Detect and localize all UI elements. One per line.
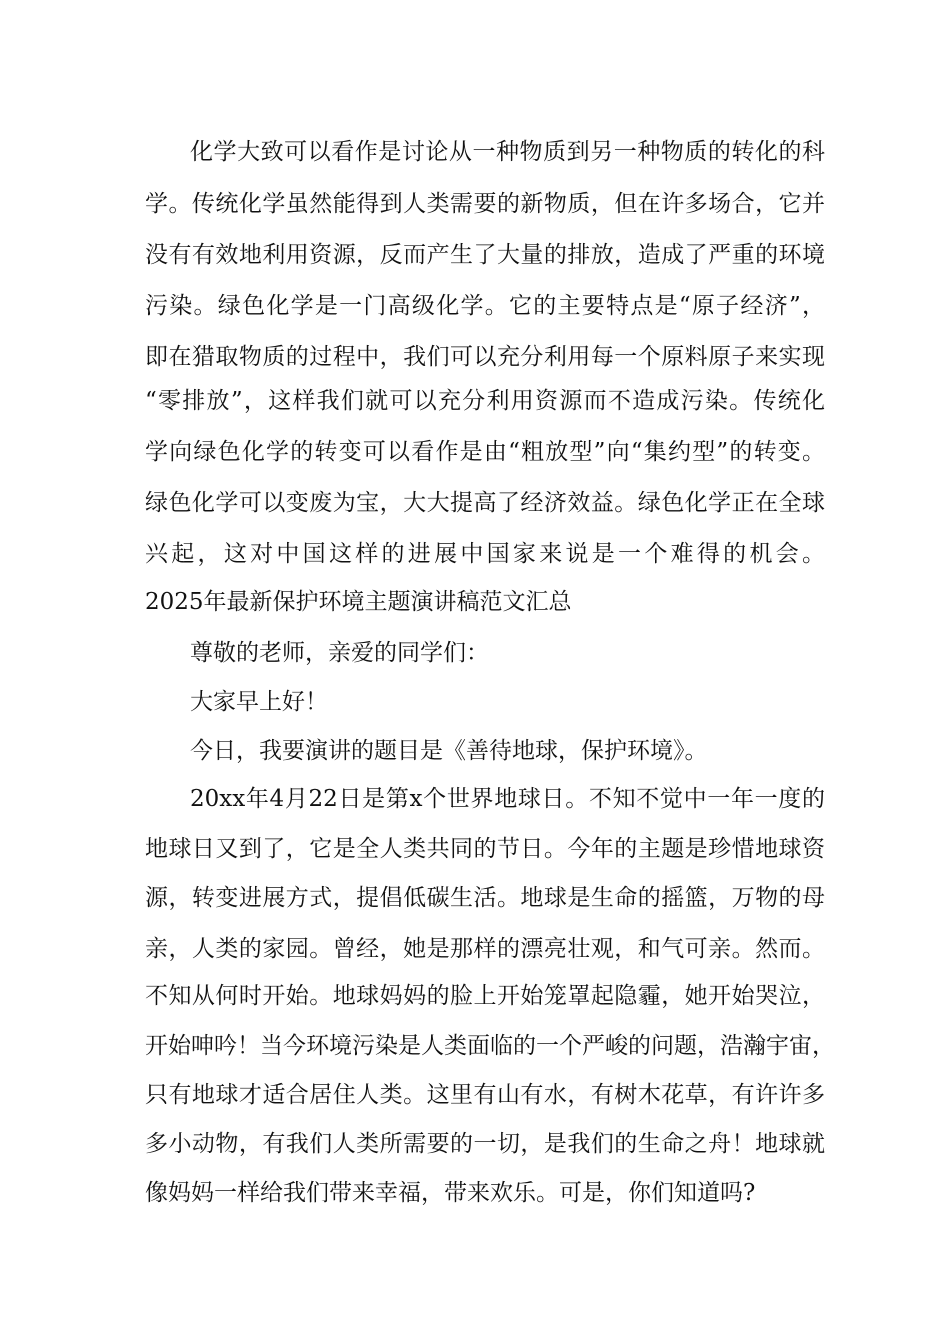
paragraph-line: 不知从何时开始。地球妈妈的脸上开始笼罩起隐霾，她开始哭泣， [145,983,825,1009]
paragraph-line: “零排放”，这样我们就可以充分利用资源而不造成污染。传统化 [145,388,825,414]
paragraph-line: 开始呻吟！当今环境污染是人类面临的一个严峻的问题，浩瀚宇宙， [145,1033,835,1059]
paragraph-line: 多小动物，有我们人类所需要的一切，是我们的生命之舟！地球就 [145,1131,825,1157]
paragraph-line: 化学大致可以看作是讨论从一种物质到另一种物质的转化的科 [190,139,825,165]
paragraph-line: 像妈妈一样给我们带来幸福，带来欢乐。可是，你们知道吗? [145,1180,756,1206]
paragraph-line: 源，转变进展方式，提倡低碳生活。地球是生命的摇篮，万物的母 [145,885,825,911]
salutation: 尊敬的老师，亲爱的同学们： [190,640,489,666]
paragraph-line: 亲，人类的家园。曾经，她是那样的漂亮壮观，和气可亲。然而。 [145,936,825,962]
paragraph-line: 只有地球才适合居住人类。这里有山有水，有树木花草，有许许多 [145,1082,825,1108]
greeting: 大家早上好！ [190,689,328,715]
paragraph-line: 兴起，这对中国这样的进展中国家来说是一个难得的机会。 [145,541,825,567]
speech-topic: 今日，我要演讲的题目是《善待地球，保护环境》。 [190,738,708,764]
paragraph-line: 即在猎取物质的过程中，我们可以充分利用每一个原料原子来实现 [145,344,825,370]
paragraph-line: 污染。绿色化学是一门高级化学。它的主要特点是“原子经济”， [145,293,825,319]
document-title: 2025年最新保护环境主题演讲稿范文汇总 [145,589,572,615]
paragraph-line: 学。传统化学虽然能得到人类需要的新物质，但在许多场合，它并 [145,191,825,217]
paragraph-line: 地球日又到了，它是全人类共同的节日。今年的主题是珍惜地球资 [145,836,825,862]
paragraph-line: 绿色化学可以变废为宝，大大提高了经济效益。绿色化学正在全球 [145,490,825,516]
paragraph-line: 学向绿色化学的转变可以看作是由“粗放型”向“集约型”的转变。 [145,439,825,465]
paragraph-line: 没有有效地利用资源，反而产生了大量的排放，造成了严重的环境 [145,242,825,268]
paragraph-line: 20xx年4月22日是第x个世界地球日。不知不觉中一年一度的 [190,786,825,812]
